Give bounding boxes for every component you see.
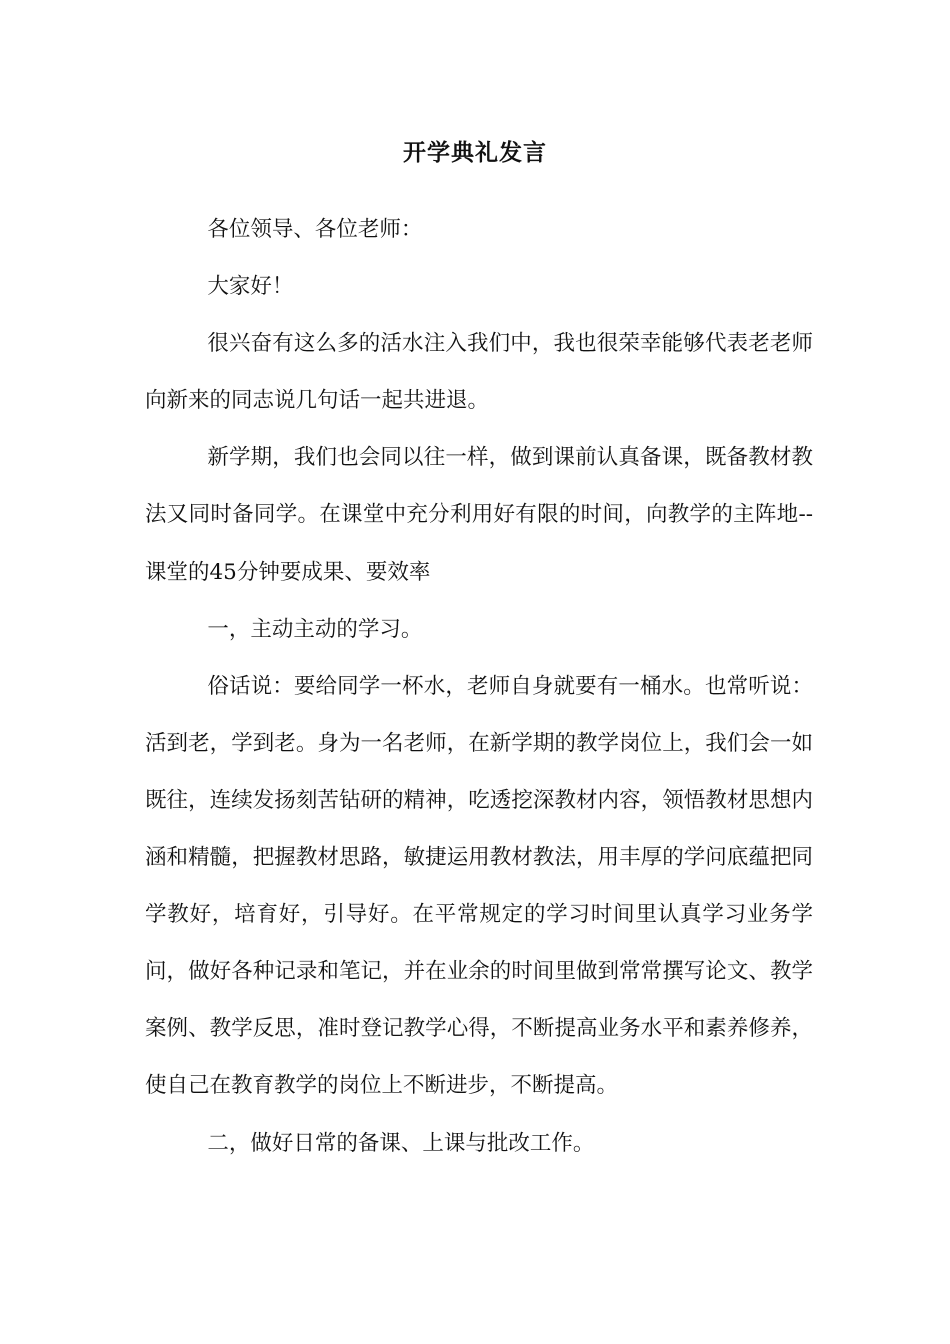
document-title: 开学典礼发言 [403, 140, 547, 166]
greeting-paragraph: 大家好！ [207, 274, 294, 300]
body-paragraph: 俗话说：要给同学一杯水，老师自身就要有一桶水。也常听说：活到老，学到老。身为一名老师，在新学期的教学岗位上，我们会一如既往，连续发扬刻苦钻研的精神，吃透挖深教材内容，领悟教材思想内涵和精髓，把握教材思路，敏捷运用教材教法，用丰厚的学问底蕴把同学教好，培育好，引导好。在平常规定的学习时间里认真学习业务学问，做好各种记录和笔记，并在业余的时间里做到常常撰写论文、教学案例、教学反思，准时登记教学心得，不断提高业务水平和素养修养，使自己在教育教学的岗位上不断进步，不断提高。 [145, 673, 813, 1099]
body-paragraph: 很兴奋有这么多的活水注入我们中，我也很荣幸能够代表老老师向新来的同志说几句话一起共进退。 [145, 331, 813, 414]
body-paragraph: 新学期，我们也会同以往一样，做到课前认真备课，既备教材教法又同时备同学。在课堂中充分利用好有限的时间，向教学的主阵地--课堂的45分钟要成果、要效率 [145, 445, 813, 585]
section-heading-1: 一，主动主动的学习。 [207, 616, 423, 642]
document-body [145, 201, 813, 1172]
salutation-paragraph: 各位领导、各位老师： [207, 217, 423, 242]
section-heading-2: 二，做好日常的备课、上课与批改工作。 [207, 1130, 595, 1156]
